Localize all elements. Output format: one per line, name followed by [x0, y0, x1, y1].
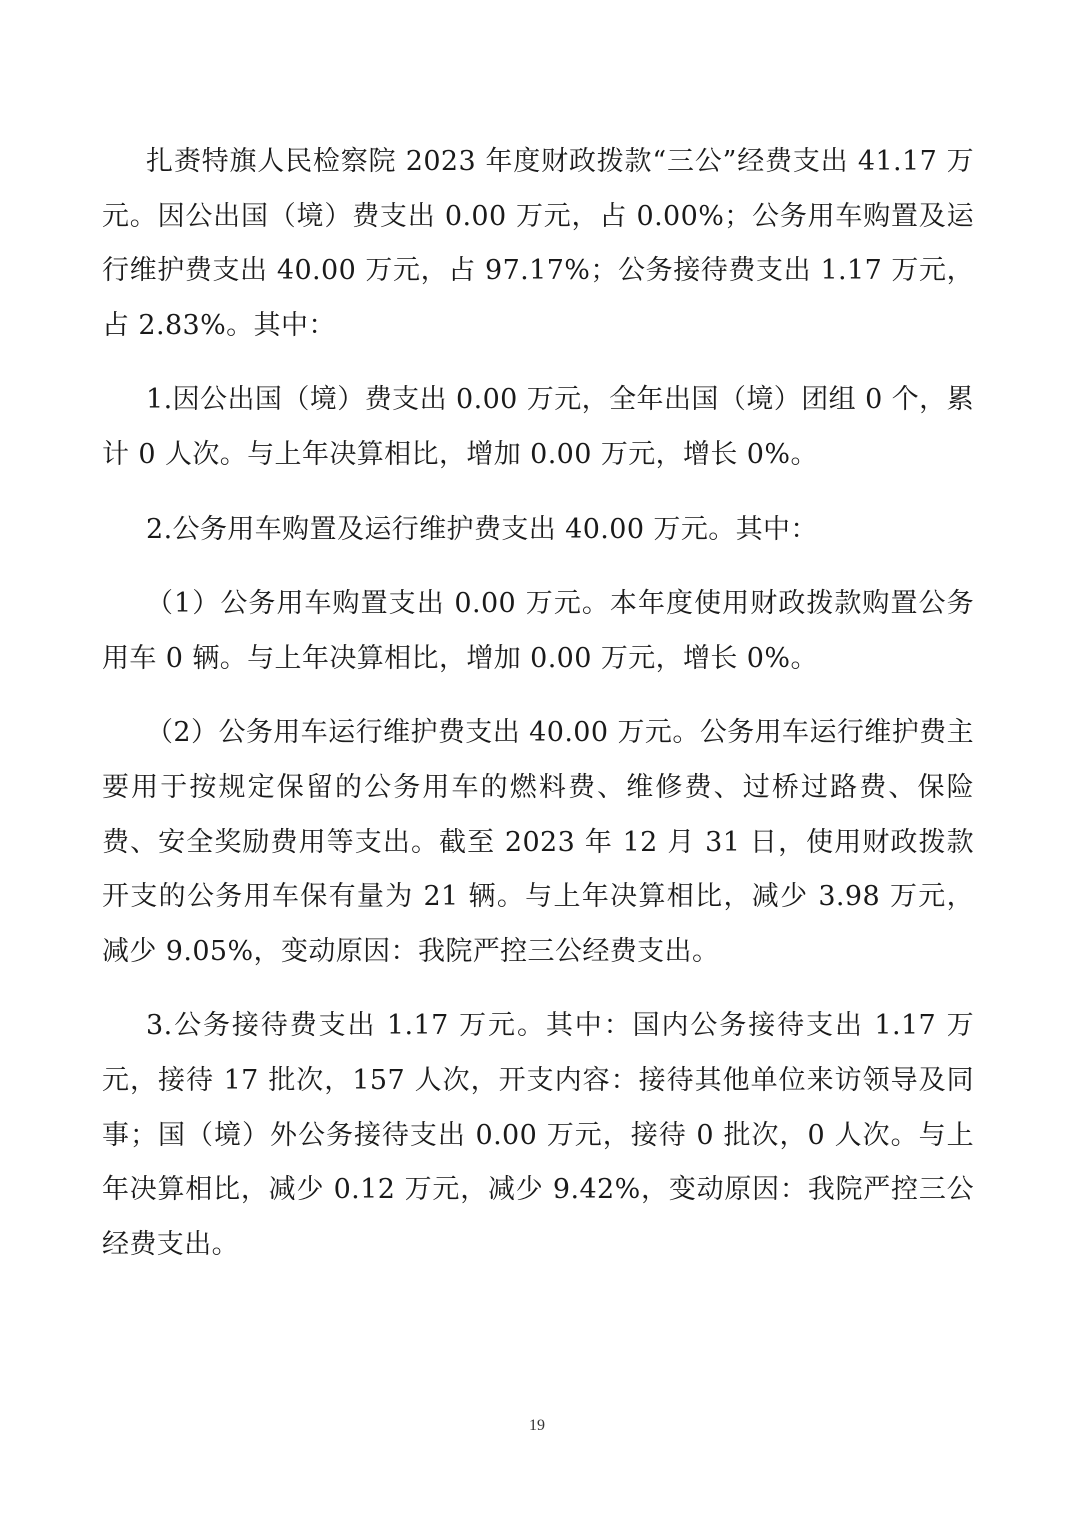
paragraph-overseas-travel: 1.因公出国（境）费支出 0.00 万元，全年出国（境）团组 0 个，累计 0 人次。与上年决算相比，增加 0.00 万元，增长 0%。: [102, 384, 974, 470]
paragraph-vehicle-total: 2.公务用车购置及运行维护费支出 40.00 万元。其中：: [146, 513, 818, 545]
document-body: [102, 135, 974, 1272]
paragraph-summary: 扎赉特旗人民检察院 2023 年度财政拨款“三公”经费支出 41.17 万元。因公出国（境）费支出 0.00 万元，占 0.00%；公务用车购置及运行维护费支出 40.00 万元，占 97.17%；公务接待费支出 1.17 万元，占 2.83%。其中：: [102, 146, 974, 341]
page-number: 19: [529, 1417, 545, 1434]
paragraph-reception: 3.公务接待费支出 1.17 万元。其中：国内公务接待支出 1.17 万元，接待 17 批次，157 人次，开支内容：接待其他单位来访领导及同事；国（境）外公务接待支出 0.00 万元，接待 0 批次，0 人次。与上年决算相比，减少 0.12 万元，减少 9.42%，变动原因：我院严控三公经费支出。: [102, 1010, 974, 1260]
paragraph-vehicle-maintenance: （2）公务用车运行维护费支出 40.00 万元。公务用车运行维护费主要用于按规定保留的公务用车的燃料费、维修费、过桥过路费、保险费、安全奖励费用等支出。截至 2023 年 12 月 31 日，使用财政拨款开支的公务用车保有量为 21 辆。与上年决算相比，减少 3.98 万元，减少 9.05%，变动原因：我院严控三公经费支出。: [102, 717, 974, 967]
paragraph-vehicle-purchase: （1）公务用车购置支出 0.00 万元。本年度使用财政拨款购置公务用车 0 辆。与上年决算相比，增加 0.00 万元，增长 0%。: [102, 588, 974, 674]
